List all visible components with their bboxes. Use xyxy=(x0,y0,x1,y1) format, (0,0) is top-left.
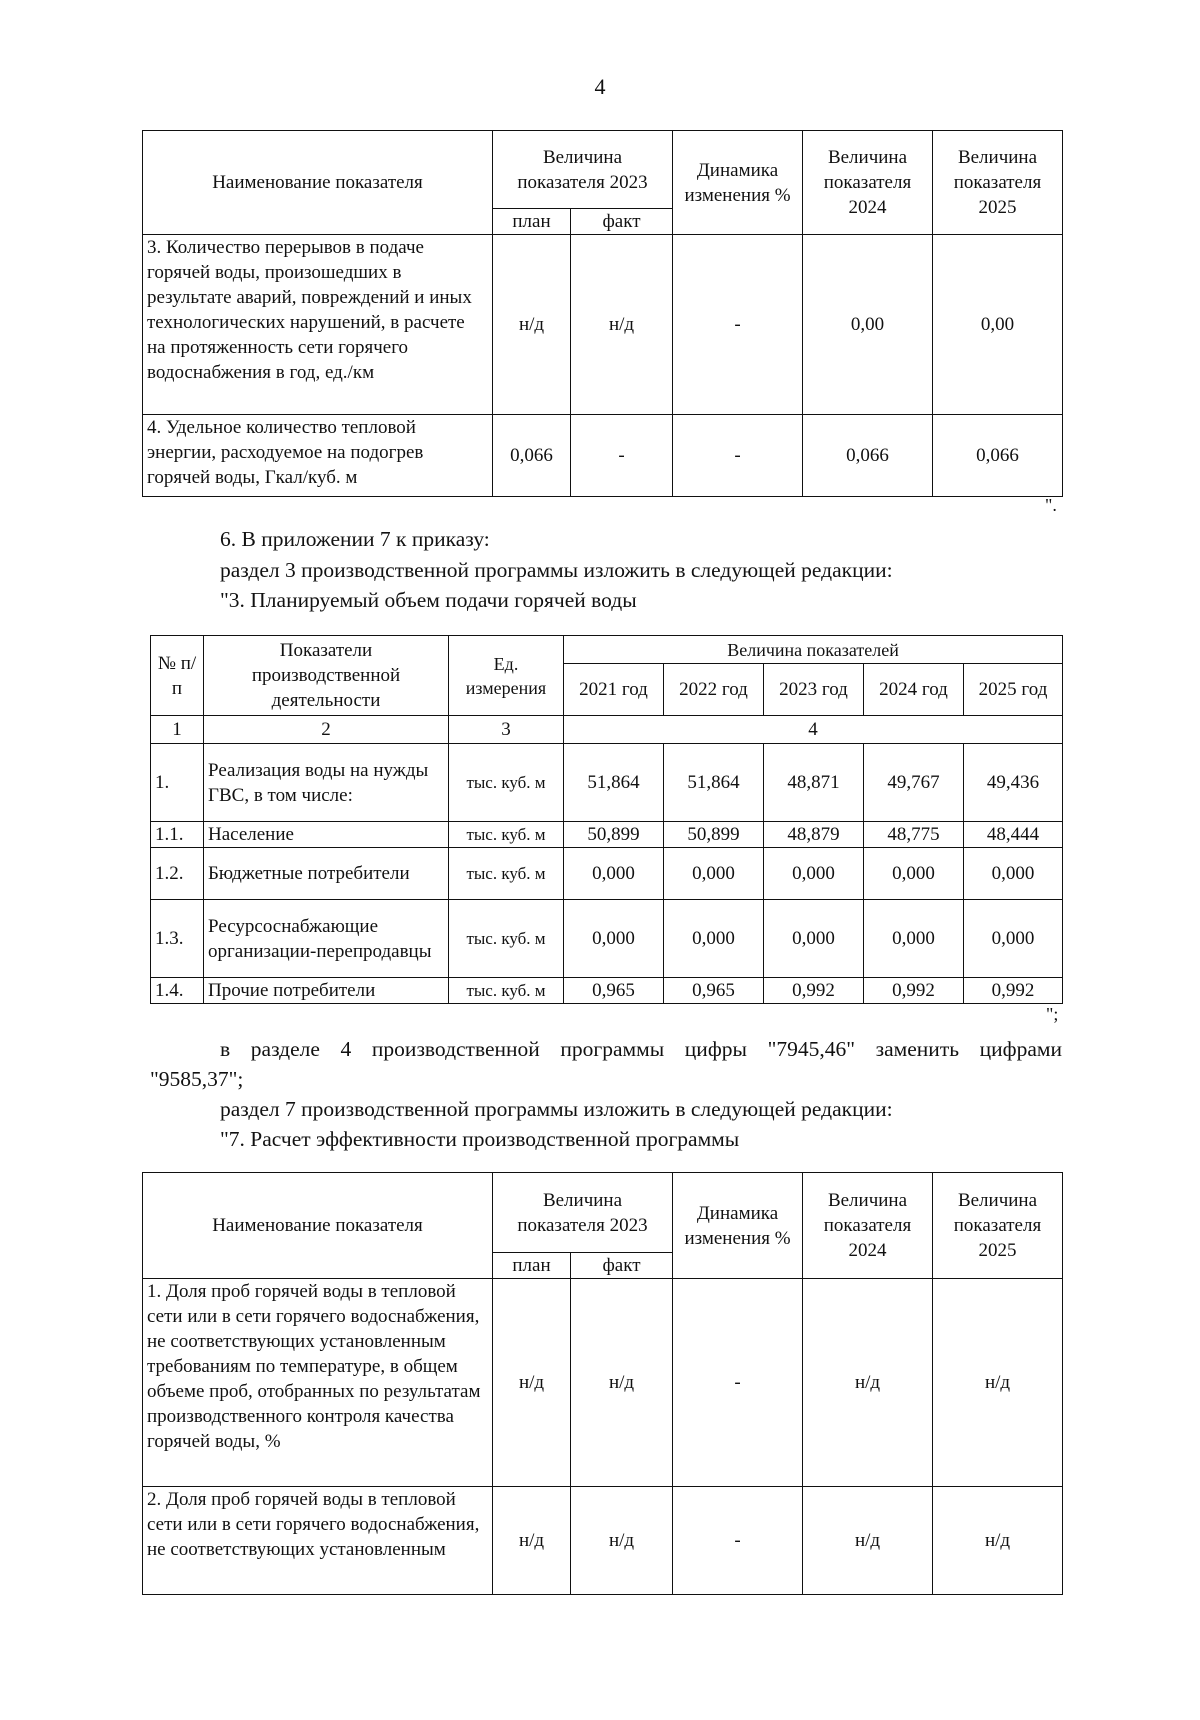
header-fact: факт xyxy=(571,209,673,235)
row-dynamics: - xyxy=(673,1279,803,1487)
row-value-2025: 0,066 xyxy=(933,415,1063,497)
row-value: 48,871 xyxy=(764,744,864,822)
index-cell: 3 xyxy=(449,716,564,744)
row-value: 0,000 xyxy=(664,900,764,978)
header-plan: план xyxy=(493,209,571,235)
row-value: 0,000 xyxy=(964,848,1063,900)
header-unit: Ед. измерения xyxy=(449,636,564,716)
row-num: 1.4. xyxy=(151,978,204,1004)
row-value-2024: н/д xyxy=(803,1279,933,1487)
row-value: 0,965 xyxy=(564,978,664,1004)
row-num: 1.2. xyxy=(151,848,204,900)
header-year-2022: 2022 год xyxy=(664,664,764,716)
index-cell: 1 xyxy=(151,716,204,744)
section-7-title: "7. Расчет эффективности производственной программы xyxy=(220,1127,740,1151)
row-value: 0,992 xyxy=(964,978,1063,1004)
row-value: 51,864 xyxy=(664,744,764,822)
row-name: Бюджетные потребители xyxy=(204,848,449,900)
amendment-section-4-line1: в разделе 4 производственной программы цифры "7945,46" заменить цифрами xyxy=(220,1037,1062,1061)
page-number: 4 xyxy=(594,74,606,99)
header-dynamics: Динамика изменения % xyxy=(673,131,803,235)
header-year-2021: 2021 год xyxy=(564,664,664,716)
row-value-2025: н/д xyxy=(933,1279,1063,1487)
table-row xyxy=(143,415,1063,497)
row-value: 0,000 xyxy=(564,848,664,900)
index-cell: 4 xyxy=(564,716,1063,744)
row-plan: н/д xyxy=(493,1487,571,1595)
row-fact: - xyxy=(571,415,673,497)
table-row xyxy=(151,900,1063,978)
row-value-2024: 0,00 xyxy=(803,235,933,415)
row-unit: тыс. куб. м xyxy=(449,848,564,900)
amendment-item-6: 6. В приложении 7 к приказу: xyxy=(220,527,490,551)
index-row xyxy=(151,716,1063,744)
header-value-2023: Величина показателя 2023 xyxy=(493,1173,673,1253)
hot-water-volume-table xyxy=(150,635,1063,1004)
row-value-2025: н/д xyxy=(933,1487,1063,1595)
header-value-2023: Величина показателя 2023 xyxy=(493,131,673,209)
section-3-title: "3. Планируемый объем подачи горячей воды xyxy=(220,588,637,612)
row-value: 0,000 xyxy=(764,848,864,900)
header-indicator: Показатели производственной деятельности xyxy=(204,636,449,716)
row-name: Прочие потребители xyxy=(204,978,449,1004)
row-unit: тыс. куб. м xyxy=(449,978,564,1004)
row-value: 0,000 xyxy=(864,900,964,978)
row-value: 0,000 xyxy=(864,848,964,900)
row-value-2025: 0,00 xyxy=(933,235,1063,415)
amendment-section-3-intro: раздел 3 производственной программы изложить в следующей редакции: xyxy=(220,558,893,582)
row-plan: н/д xyxy=(493,235,571,415)
row-value: 0,000 xyxy=(664,848,764,900)
row-fact: н/д xyxy=(571,1487,673,1595)
row-value: 0,992 xyxy=(864,978,964,1004)
header-name: Наименование показателя xyxy=(143,1173,493,1279)
header-num: № п/п xyxy=(151,636,204,716)
table-row xyxy=(151,822,1063,848)
header-dynamics: Динамика изменения % xyxy=(673,1173,803,1279)
amendment-section-7-intro: раздел 7 производственной программы изложить в следующей редакции: xyxy=(220,1097,893,1121)
row-value-2024: н/д xyxy=(803,1487,933,1595)
row-value: 48,879 xyxy=(764,822,864,848)
header-name: Наименование показателя xyxy=(143,131,493,235)
row-fact: н/д xyxy=(571,1279,673,1487)
efficiency-table xyxy=(142,1172,1063,1595)
row-name: 4. Удельное количество тепловой энергии, расходуемое на подогрев горячей воды, Гкал/куб. м xyxy=(143,415,493,497)
table-row xyxy=(151,744,1063,822)
row-value: 0,992 xyxy=(764,978,864,1004)
table-row xyxy=(151,848,1063,900)
header-plan: план xyxy=(493,1253,571,1279)
row-num: 1. xyxy=(151,744,204,822)
index-cell: 2 xyxy=(204,716,449,744)
header-value-2025: Величина показателя 2025 xyxy=(933,131,1063,235)
table-row xyxy=(143,1279,1063,1487)
row-dynamics: - xyxy=(673,1487,803,1595)
header-year-2024: 2024 год xyxy=(864,664,964,716)
row-dynamics: - xyxy=(673,235,803,415)
row-value: 51,864 xyxy=(564,744,664,822)
row-fact: н/д xyxy=(571,235,673,415)
row-value: 50,899 xyxy=(564,822,664,848)
row-name: 1. Доля проб горячей воды в тепловой сети или в сети горячего водоснабжения, не соответствующих установленным требованиям по температуре, в общем объеме проб, отобранных по результатам производственного контроля качества горячей воды, % xyxy=(143,1279,493,1487)
table-row xyxy=(151,978,1063,1004)
row-num: 1.1. xyxy=(151,822,204,848)
performance-table-top xyxy=(142,130,1063,497)
row-value: 48,444 xyxy=(964,822,1063,848)
row-value: 0,000 xyxy=(564,900,664,978)
row-value-2024: 0,066 xyxy=(803,415,933,497)
header-year-2023: 2023 год xyxy=(764,664,864,716)
table-row xyxy=(143,235,1063,415)
row-value: 49,767 xyxy=(864,744,964,822)
closing-quote-mark: ". xyxy=(1045,495,1057,515)
row-num: 1.3. xyxy=(151,900,204,978)
row-name: Население xyxy=(204,822,449,848)
row-value: 0,965 xyxy=(664,978,764,1004)
amendment-section-4-line2: "9585,37"; xyxy=(150,1067,244,1091)
row-name: 2. Доля проб горячей воды в тепловой сети или в сети горячего водоснабжения, не соответствующих установленным xyxy=(143,1487,493,1595)
row-unit: тыс. куб. м xyxy=(449,822,564,848)
header-fact: факт xyxy=(571,1253,673,1279)
closing-quote-mark: "; xyxy=(1046,1004,1059,1024)
header-value-2024: Величина показателя 2024 xyxy=(803,1173,933,1279)
row-name: Реализация воды на нужды ГВС, в том числе: xyxy=(204,744,449,822)
header-value-2024: Величина показателя 2024 xyxy=(803,131,933,235)
row-value: 49,436 xyxy=(964,744,1063,822)
row-value: 0,000 xyxy=(964,900,1063,978)
row-value: 48,775 xyxy=(864,822,964,848)
row-name: 3. Количество перерывов в подаче горячей воды, произошедших в результате аварий, повреждений и иных технологических нарушений, в расчете на протяженность сети горячего водоснабжения в год, ед./км xyxy=(143,235,493,415)
header-value-2025: Величина показателя 2025 xyxy=(933,1173,1063,1279)
row-unit: тыс. куб. м xyxy=(449,900,564,978)
row-unit: тыс. куб. м xyxy=(449,744,564,822)
row-plan: 0,066 xyxy=(493,415,571,497)
row-name: Ресурсоснабжающие организации-перепродавцы xyxy=(204,900,449,978)
header-year-2025: 2025 год xyxy=(964,664,1063,716)
row-plan: н/д xyxy=(493,1279,571,1487)
row-value: 50,899 xyxy=(664,822,764,848)
table-row xyxy=(143,1487,1063,1595)
row-value: 0,000 xyxy=(764,900,864,978)
header-values: Величина показателей xyxy=(564,636,1063,664)
row-dynamics: - xyxy=(673,415,803,497)
